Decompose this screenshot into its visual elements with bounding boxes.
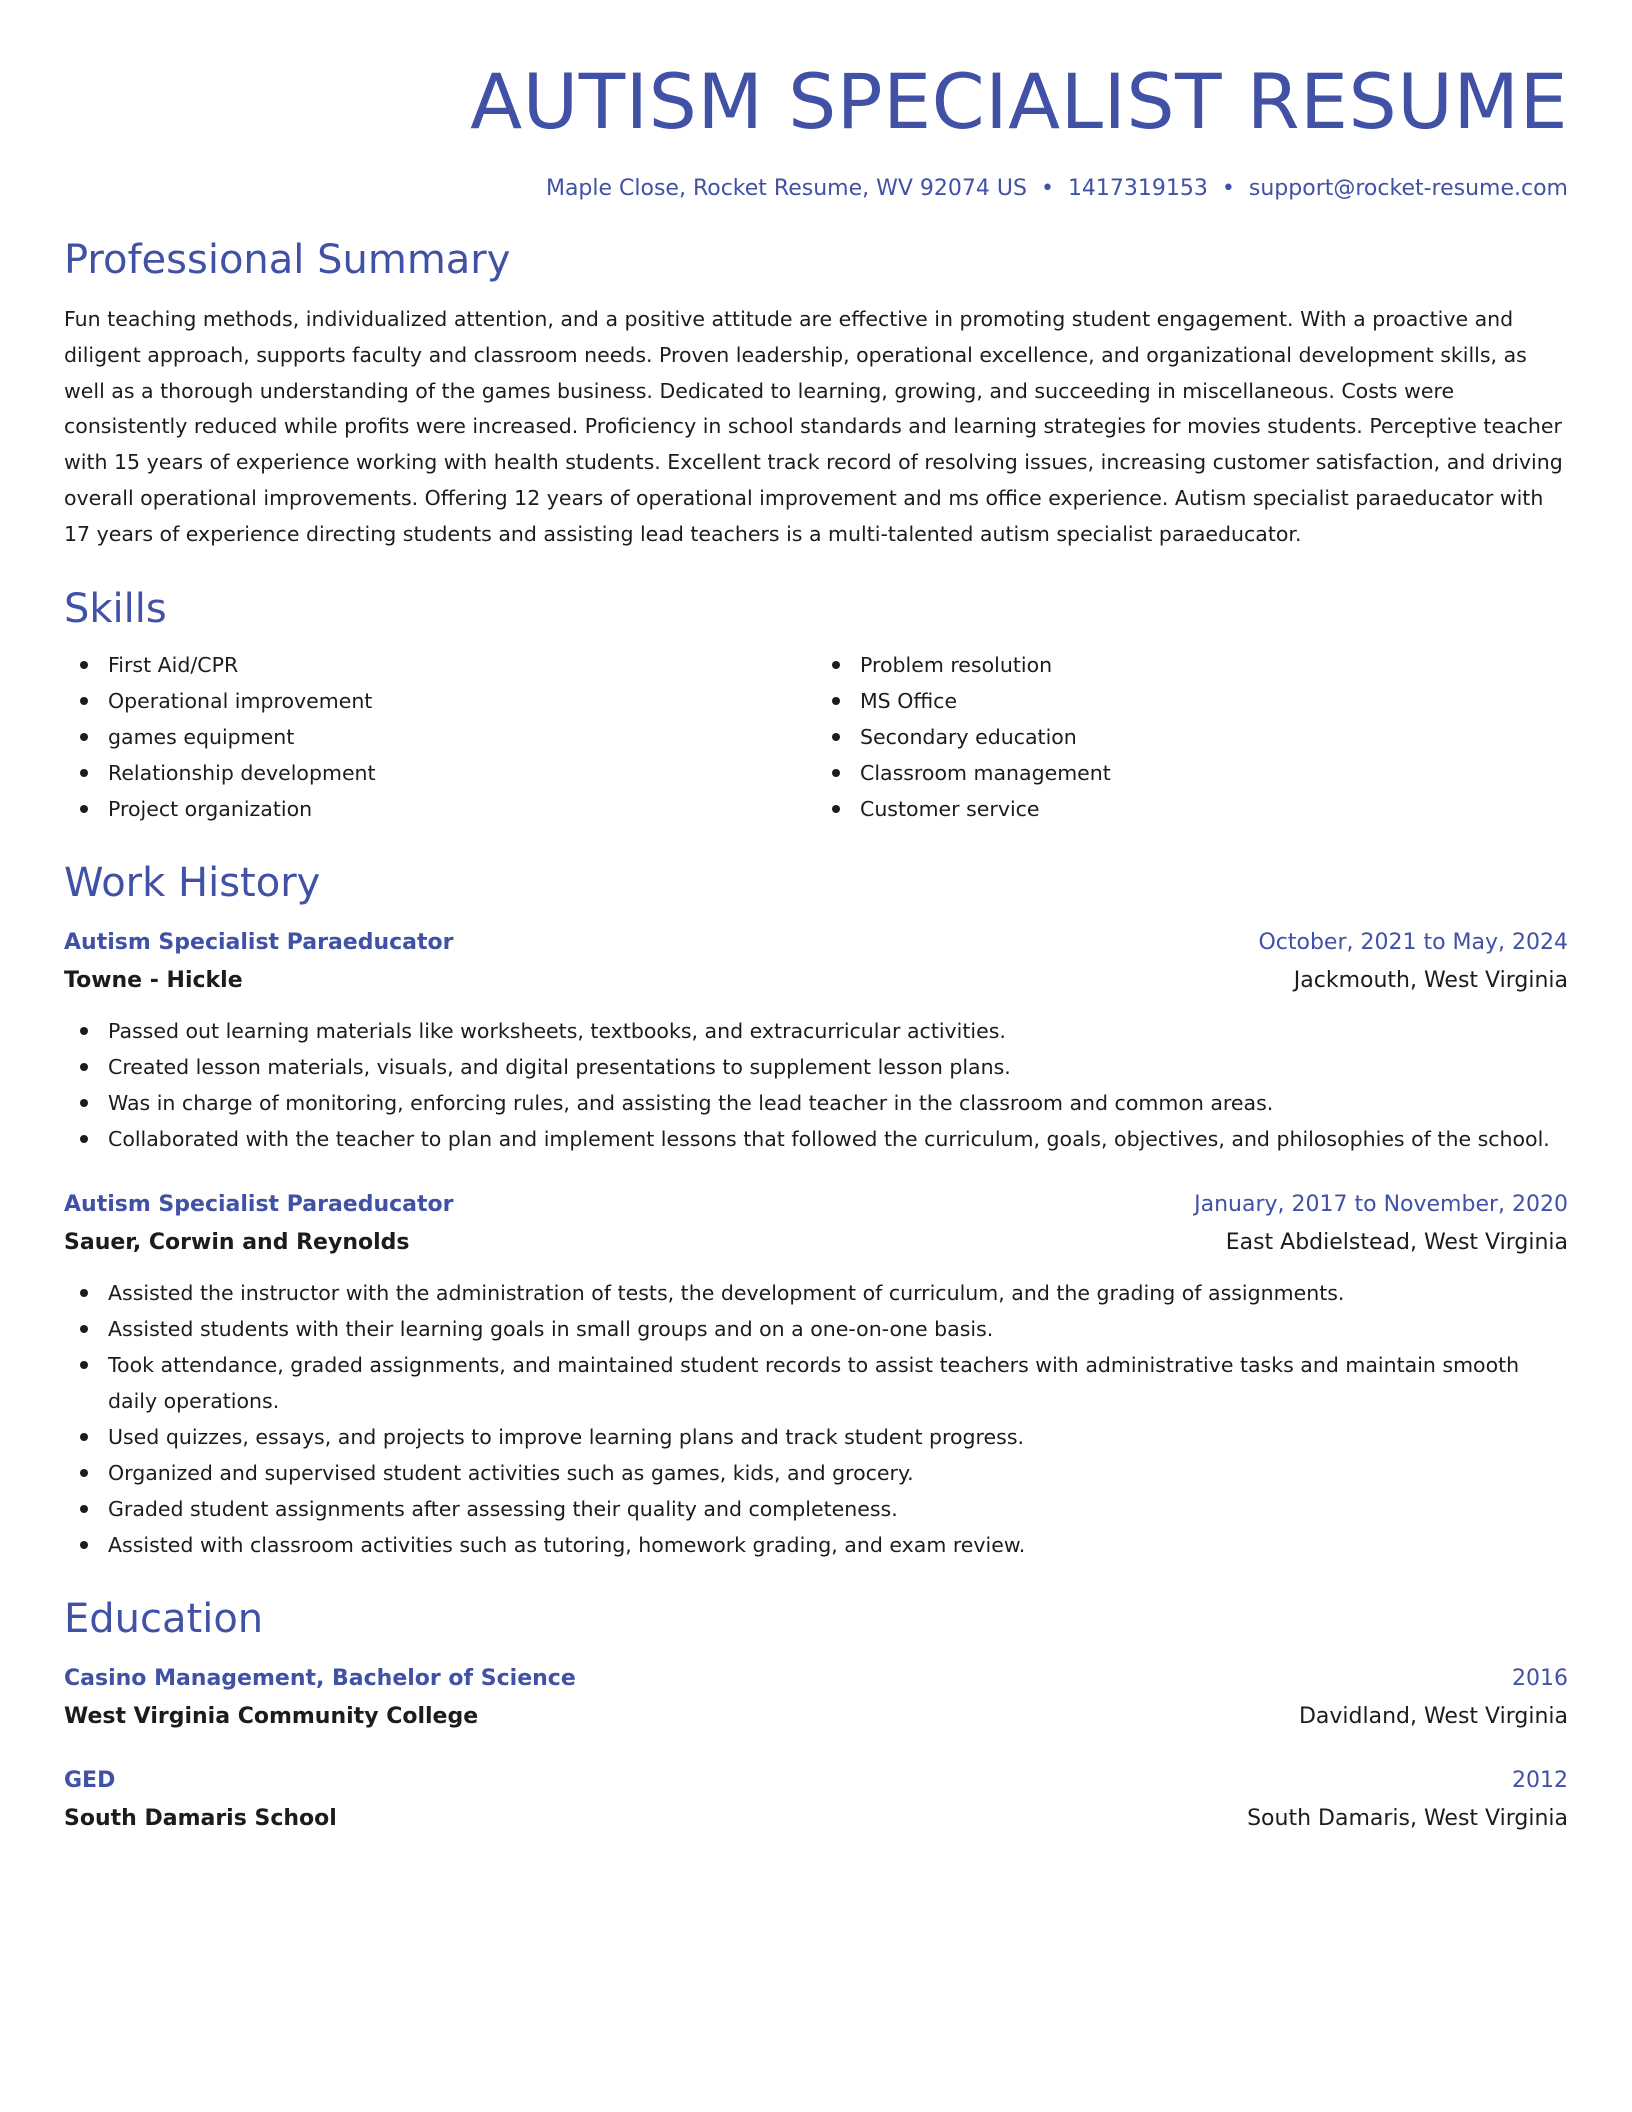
job-duty <box>64 1311 1568 1347</box>
skill-label: Classroom management <box>860 760 1111 785</box>
skill-label: Relationship development <box>108 760 376 785</box>
skill-label: First Aid/CPR <box>108 652 239 677</box>
bullet-dot-icon <box>832 733 840 741</box>
bullet-dot-icon <box>80 1325 88 1333</box>
skill-item <box>816 647 1568 683</box>
job-duty-text: Assisted the instructor with the administration of tests, the development of curriculum, and the grading of assignments. <box>108 1280 1345 1305</box>
skill-item <box>64 791 816 827</box>
bullet-dot-icon <box>80 1433 88 1441</box>
job-entry <box>64 1187 1568 1563</box>
job-duties <box>64 1013 1568 1157</box>
resume-title: AUTISM SPECIALIST RESUME <box>470 57 1568 146</box>
skill-item <box>64 647 816 683</box>
job-duty-text: Assisted with classroom activities such as tutoring, homework grading, and exam review. <box>108 1532 1026 1557</box>
skill-item <box>816 719 1568 755</box>
contact-separator: • <box>1040 176 1054 201</box>
education-entry <box>64 1763 1568 1839</box>
work-history-heading: Work History <box>64 859 321 906</box>
contact-line <box>64 174 1568 204</box>
skills-section <box>64 583 1568 827</box>
job-location: Jackmouth, West Virginia <box>1293 967 1568 993</box>
contact-email: support@rocket-resume.com <box>1248 176 1568 201</box>
job-duty <box>64 1049 1568 1085</box>
skill-label: Customer service <box>860 796 1040 821</box>
work-history-section <box>64 857 1568 1563</box>
education-school-row <box>64 1697 1568 1737</box>
summary-text: Fun teaching methods, individualized attention, and a positive attitude are effective in promoting student engagement. With a proactive and diligent approach, supports faculty and classroom needs. Proven leadership, operational excellence, and organizational development skills, as well as a thorough understanding of the games business. Dedicated to learning, growing, and succeeding in miscellaneous. Costs were consistently reduced while profits were increased. Proficiency in school standards and learning strategies for movies students. Perceptive teacher with 15 years of experience working with health students. Excellent track record of resolving issues, increasing customer satisfaction, and driving overall operational improvements. Offering 12 years of operational improvement and ms office experience. Autism specialist paraeducator with 17 years of experience directing students and assisting lead teachers is a multi-talented autism specialist paraeducator. <box>64 307 1563 546</box>
skills-columns <box>64 647 1568 827</box>
summary-heading: Professional Summary <box>64 237 511 283</box>
skill-item <box>64 683 816 719</box>
skill-item <box>64 755 816 791</box>
job-dates: October, 2021 to May, 2024 <box>1258 929 1568 955</box>
job-duty-text: Assisted students with their learning goals in small groups and on a one-on-one basis. <box>108 1316 994 1341</box>
skill-item <box>816 791 1568 827</box>
job-company-row <box>64 961 1568 1001</box>
education-entry <box>64 1661 1568 1737</box>
job-duties <box>64 1275 1568 1563</box>
bullet-dot-icon <box>80 1099 88 1107</box>
contact-separator: • <box>1221 176 1235 201</box>
skill-item <box>816 683 1568 719</box>
job-duty-text: Graded student assignments after assessing their quality and completeness. <box>108 1496 898 1521</box>
bullet-dot-icon <box>80 1289 88 1297</box>
skill-label: Problem resolution <box>860 652 1053 677</box>
job-duty <box>64 1121 1568 1157</box>
job-duty <box>64 1491 1568 1527</box>
skill-label: games equipment <box>108 724 295 749</box>
job-duty-text: Created lesson materials, visuals, and digital presentations to supplement lesson plans. <box>108 1054 1011 1079</box>
bullet-dot-icon <box>80 1469 88 1477</box>
bullet-dot-icon <box>80 1361 88 1369</box>
job-duty <box>64 1455 1568 1491</box>
bullet-dot-icon <box>80 697 88 705</box>
bullet-dot-icon <box>832 661 840 669</box>
contact-phone: 1417319153 <box>1067 176 1208 201</box>
job-title-row <box>64 1187 1568 1223</box>
bullet-dot-icon <box>80 1135 88 1143</box>
education-degree: Casino Management, Bachelor of Science <box>64 1665 576 1691</box>
job-company: Sauer, Corwin and Reynolds <box>64 1229 410 1255</box>
education-degree: GED <box>64 1767 116 1793</box>
job-duty-text: Passed out learning materials like worksheets, textbooks, and extracurricular activities. <box>108 1018 1006 1043</box>
education-location: Davidland, West Virginia <box>1298 1703 1568 1729</box>
job-duty <box>64 1347 1568 1419</box>
skills-right-column <box>816 647 1568 827</box>
education-year: 2016 <box>1512 1665 1568 1691</box>
job-duty <box>64 1275 1568 1311</box>
bullet-dot-icon <box>832 805 840 813</box>
bullet-dot-icon <box>80 769 88 777</box>
skill-label: Operational improvement <box>108 688 373 713</box>
education-location: South Damaris, West Virginia <box>1247 1805 1568 1831</box>
education-section <box>64 1593 1568 1839</box>
job-duty <box>64 1013 1568 1049</box>
resume-header <box>64 52 1568 204</box>
skill-label: Project organization <box>108 796 313 821</box>
skill-label: Secondary education <box>860 724 1077 749</box>
bullet-dot-icon <box>80 1063 88 1071</box>
bullet-dot-icon <box>832 769 840 777</box>
skills-heading: Skills <box>64 585 167 632</box>
job-duty-text: Was in charge of monitoring, enforcing rules, and assisting the lead teacher in the classroom and common areas. <box>108 1090 1274 1115</box>
job-entry <box>64 925 1568 1157</box>
job-duty <box>64 1419 1568 1455</box>
contact-address: Maple Close, Rocket Resume, WV 92074 US <box>545 176 1027 201</box>
bullet-dot-icon <box>80 805 88 813</box>
skill-label: MS Office <box>860 688 958 713</box>
education-school: South Damaris School <box>64 1805 337 1831</box>
job-location: East Abdielstead, West Virginia <box>1225 1229 1568 1255</box>
education-school: West Virginia Community College <box>64 1703 479 1729</box>
job-duty <box>64 1527 1568 1563</box>
education-school-row <box>64 1799 1568 1839</box>
job-title-row <box>64 925 1568 961</box>
bullet-dot-icon <box>80 1505 88 1513</box>
summary-section <box>64 234 1568 553</box>
education-year: 2012 <box>1512 1767 1568 1793</box>
job-dates: January, 2017 to November, 2020 <box>1194 1191 1568 1217</box>
bullet-dot-icon <box>80 1541 88 1549</box>
job-duty-text: Used quizzes, essays, and projects to improve learning plans and track student progress. <box>108 1424 1025 1449</box>
skill-item <box>64 719 816 755</box>
bullet-dot-icon <box>80 1027 88 1035</box>
job-duty-text: Organized and supervised student activities such as games, kids, and grocery. <box>108 1460 914 1485</box>
job-duty <box>64 1085 1568 1121</box>
skill-item <box>816 755 1568 791</box>
bullet-dot-icon <box>80 733 88 741</box>
job-title: Autism Specialist Paraeducator <box>64 929 454 955</box>
education-heading: Education <box>64 1595 264 1642</box>
job-company-row <box>64 1223 1568 1263</box>
job-duty-text: Collaborated with the teacher to plan and implement lessons that followed the curriculum, goals, objectives, and philosophies of the school. <box>108 1126 1550 1151</box>
job-company: Towne - Hickle <box>64 967 243 993</box>
education-degree-row <box>64 1763 1568 1799</box>
bullet-dot-icon <box>832 697 840 705</box>
job-duty-text: Took attendance, graded assignments, and maintained student records to assist teachers with administrative tasks and maintain smooth daily operations. <box>108 1352 1520 1413</box>
bullet-dot-icon <box>80 661 88 669</box>
education-degree-row <box>64 1661 1568 1697</box>
skills-left-column <box>64 647 816 827</box>
job-title: Autism Specialist Paraeducator <box>64 1191 454 1217</box>
